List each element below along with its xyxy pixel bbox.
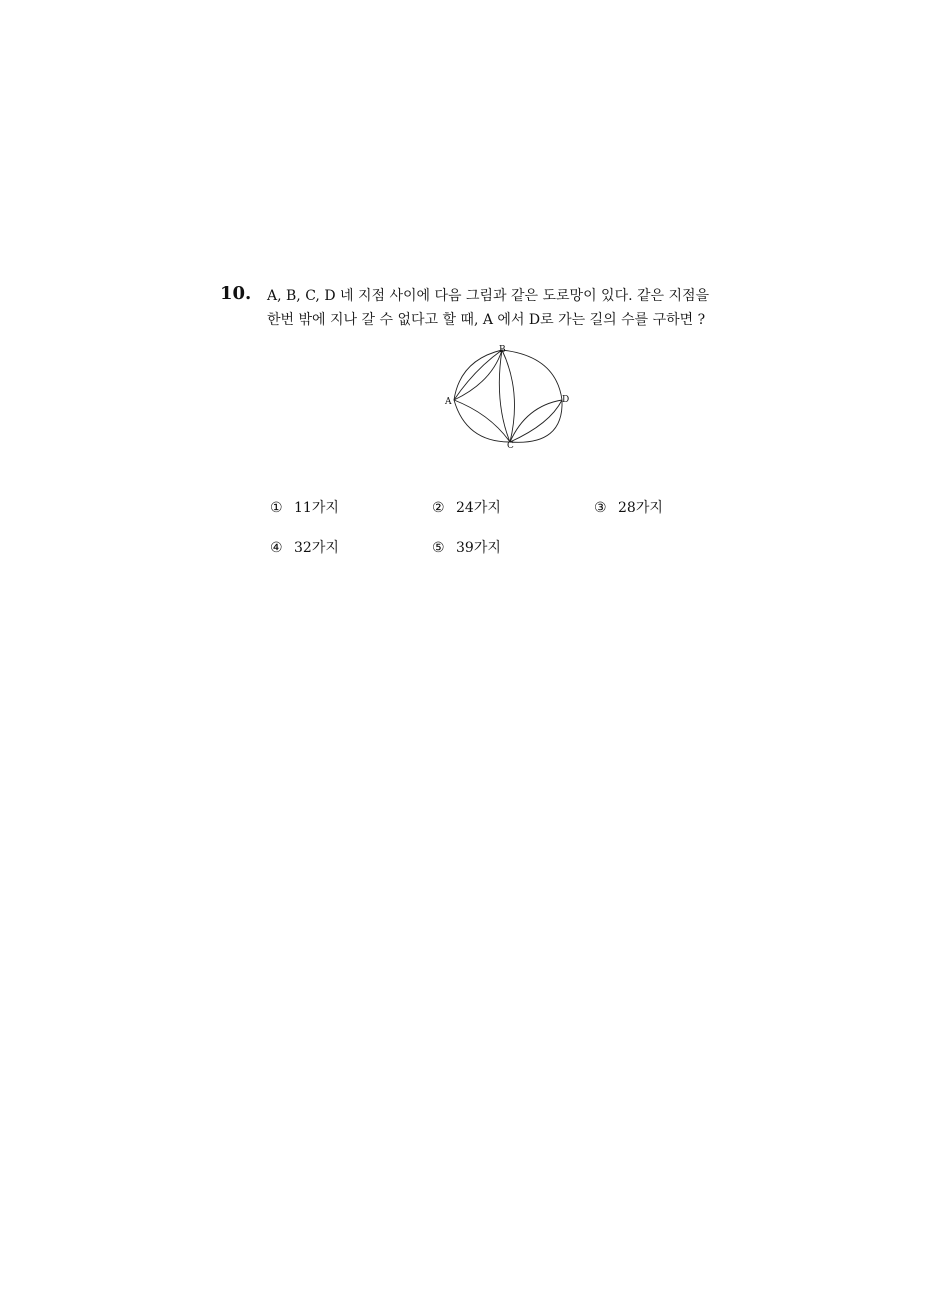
question-line-2: 한번 밖에 지나 갈 수 없다고 할 때, A 에서 D로 가는 길의 수를 구하면 ? [267, 312, 706, 328]
road-a-c-2 [454, 400, 510, 442]
choice-4[interactable] [270, 537, 339, 557]
choice-marker: ② [432, 500, 445, 516]
node-label-d: D [562, 395, 570, 405]
road-c-d-3 [510, 400, 562, 442]
road-a-b-3 [454, 350, 502, 400]
choice-3[interactable] [594, 497, 663, 517]
choice-1[interactable] [270, 497, 339, 517]
road-network-diagram [440, 342, 580, 452]
road-a-c-1 [454, 400, 510, 442]
choice-marker: ① [270, 500, 283, 516]
road-a-b-1 [454, 350, 502, 400]
choice-2[interactable] [432, 497, 501, 517]
choice-label: 39가지 [456, 540, 501, 556]
choice-marker: ⑤ [432, 540, 445, 556]
choice-label: 32가지 [294, 540, 339, 556]
road-c-d-2 [510, 400, 562, 442]
problem-number: 10. [220, 283, 252, 304]
choice-label: 28가지 [618, 500, 663, 516]
choice-label: 24가지 [456, 500, 501, 516]
question-line-1: A, B, C, D 네 지점 사이에 다음 그림과 같은 도로망이 있다. 같은 지점을 [267, 288, 710, 304]
choice-5[interactable] [432, 537, 501, 557]
road-b-c-2 [502, 350, 515, 442]
choice-marker: ④ [270, 540, 283, 556]
road-a-b-2 [454, 350, 502, 400]
node-label-a: A [445, 397, 452, 407]
question-text [267, 284, 767, 332]
choice-marker: ③ [594, 500, 607, 516]
node-label-b: B [499, 345, 506, 355]
road-c-d-1 [510, 400, 562, 442]
choice-label: 11가지 [294, 500, 339, 516]
node-label-c: C [507, 441, 514, 451]
road-b-c-1 [499, 350, 510, 442]
